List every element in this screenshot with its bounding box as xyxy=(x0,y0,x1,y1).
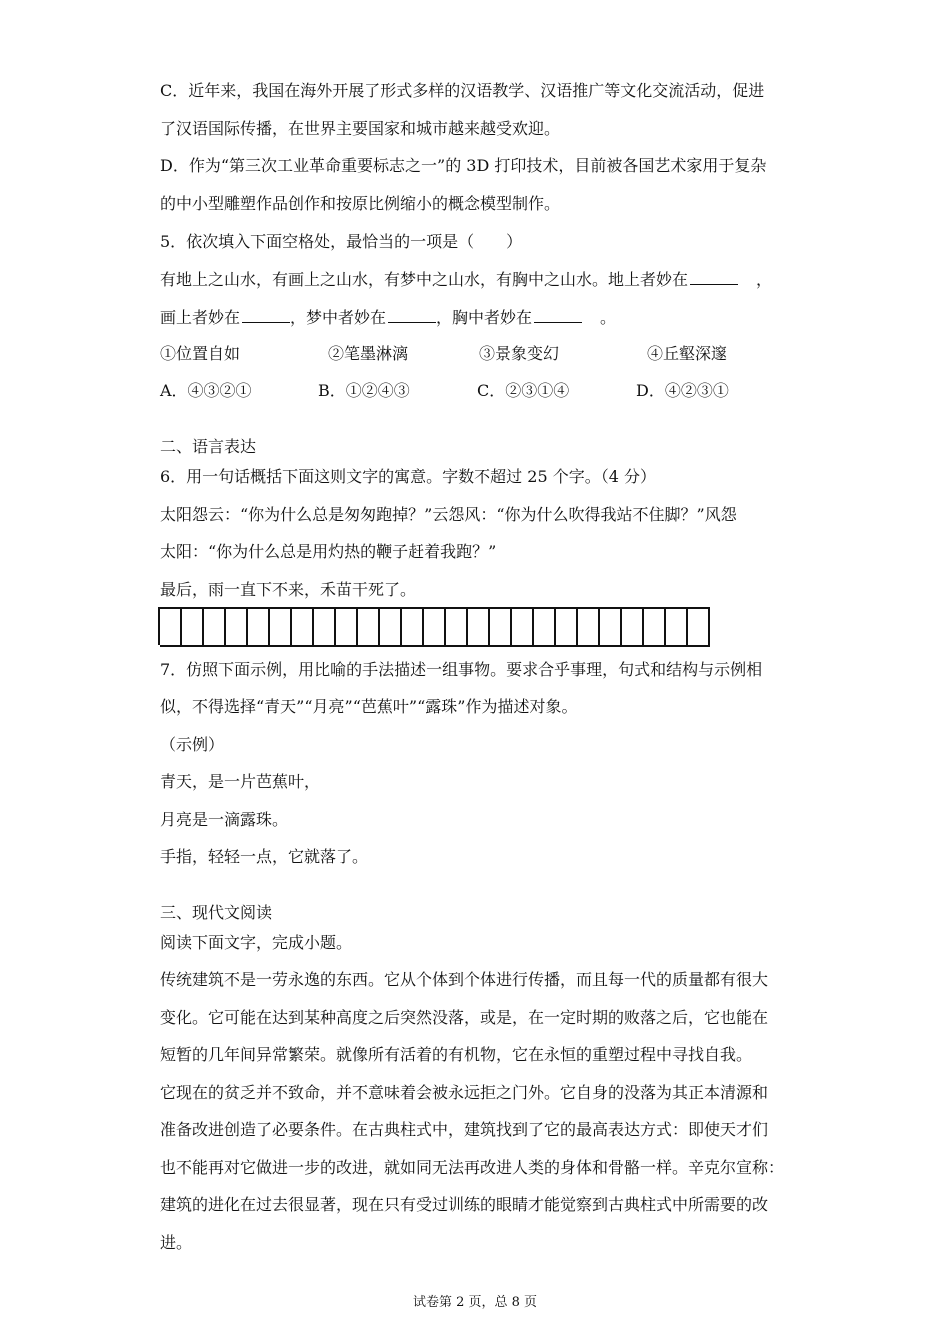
answer-cell[interactable] xyxy=(402,607,424,647)
answer-cell[interactable] xyxy=(182,607,204,647)
para1-line2: 变化。它可能在达到某种高度之后突然没落，或是，在一定时期的败落之后，它也能在 xyxy=(160,1008,769,1027)
answer-cell[interactable] xyxy=(358,607,380,647)
q6-text-line2: 太阳：“你为什么总是用灼热的鞭子赶着我跑？” xyxy=(160,542,497,561)
answer-cell[interactable] xyxy=(380,607,402,647)
q7-example-label: （示例） xyxy=(160,735,225,754)
q5-text-line1-a: 有地上之山水，有画上之山水，有梦中之山水，有胸中之山水。地上者妙在 xyxy=(160,270,689,289)
q7-example-line1: 青天，是一片芭蕉叶， xyxy=(160,772,321,791)
q5-answer-d[interactable]: D．④②③① xyxy=(636,381,729,400)
para2-line1: 它现在的贫乏并不致命，并不意味着会被永远拒之门外。它自身的没落为其正本清源和 xyxy=(160,1083,769,1102)
answer-cell[interactable] xyxy=(226,607,248,647)
q4-option-c-line2: 了汉语国际传播，在世界主要国家和城市越来越受欢迎。 xyxy=(160,119,561,138)
answer-cell[interactable] xyxy=(600,607,622,647)
q5-text-line1 xyxy=(160,268,772,291)
para2-line3: 也不能再对它做进一步的改进，就如同无法再改进人类的身体和骨骼一样。辛克尔宣称： xyxy=(160,1158,785,1177)
para2-line5: 进。 xyxy=(160,1233,193,1252)
q5-answer-b[interactable]: B．①②④③ xyxy=(318,381,410,400)
answer-cell[interactable] xyxy=(424,607,446,647)
q5-text-line2-c: ，胸中者妙在 xyxy=(436,308,533,327)
answer-cell[interactable] xyxy=(644,607,666,647)
q5-answer-c[interactable]: C．②③①④ xyxy=(477,381,570,400)
section2-title: 二、语言表达 xyxy=(160,437,257,456)
q5-stem: 5．依次填入下面空格处，最恰当的一项是（ ） xyxy=(160,232,523,251)
section3-title: 三、现代文阅读 xyxy=(160,903,273,922)
q6-answer-grid[interactable] xyxy=(158,607,710,645)
q4-option-d-line1: D．作为“第三次工业革命重要标志之一”的 3D 打印技术，目前被各国艺术家用于复杂 xyxy=(160,156,767,175)
para1-line3: 短暂的几年间异常繁荣。就像所有活着的有机物，它在永恒的重塑过程中寻找自我。 xyxy=(160,1045,753,1064)
blank-1[interactable] xyxy=(690,268,738,285)
q7-example-line2: 月亮是一滴露珠。 xyxy=(160,810,289,829)
q5-text-line1-end: ， xyxy=(756,270,773,289)
q5-text-line2-end: 。 xyxy=(600,308,617,327)
q4-option-d-line2: 的中小型雕塑作品创作和按原比例缩小的概念模型制作。 xyxy=(160,194,561,213)
q6-stem: 6．用一句话概括下面这则文字的寓意。字数不超过 25 个字。（4 分） xyxy=(160,467,656,486)
page-footer: 试卷第 2 页，总 8 页 xyxy=(412,1295,538,1310)
blank-2[interactable] xyxy=(242,306,290,323)
q4-option-c-line1: C．近年来，我国在海外开展了形式多样的汉语教学、汉语推广等文化交流活动，促进 xyxy=(160,81,765,100)
para1-line1: 传统建筑不是一劳永逸的东西。它从个体到个体进行传播，而且每一代的质量都有很大 xyxy=(160,970,769,989)
blank-3[interactable] xyxy=(388,306,436,323)
answer-cell[interactable] xyxy=(468,607,490,647)
answer-cell[interactable] xyxy=(336,607,358,647)
answer-cell[interactable] xyxy=(512,607,534,647)
para2-line4: 建筑的进化在过去很显著，现在只有受过训练的眼睛才能觉察到古典柱式中所需要的改 xyxy=(160,1195,769,1214)
answer-cell[interactable] xyxy=(556,607,578,647)
q5-item-1: ①位置自如 xyxy=(160,344,241,363)
answer-cell[interactable] xyxy=(314,607,336,647)
q5-item-3: ③景象变幻 xyxy=(479,344,560,363)
section3-instruction: 阅读下面文字，完成小题。 xyxy=(160,933,353,952)
answer-cell[interactable] xyxy=(160,607,182,647)
q7-stem-line2: 似，不得选择“青天”“月亮”“芭蕉叶”“露珠”作为描述对象。 xyxy=(160,697,578,716)
answer-cell[interactable] xyxy=(446,607,468,647)
q5-item-2: ②笔墨淋漓 xyxy=(328,344,409,363)
q6-text-line1: 太阳怨云：“你为什么总是匆匆跑掉？”云怨风：“你为什么吹得我站不住脚？”风怨 xyxy=(160,505,737,524)
q5-item-4: ④丘壑深邃 xyxy=(647,344,728,363)
answer-cell[interactable] xyxy=(270,607,292,647)
answer-cell[interactable] xyxy=(666,607,688,647)
q6-text-line3: 最后，雨一直下不来，禾苗干死了。 xyxy=(160,580,417,599)
q5-text-line2-b: ，梦中者妙在 xyxy=(290,308,387,327)
q5-text-line2 xyxy=(160,306,616,329)
q5-answer-a[interactable]: A．④③②① xyxy=(160,381,252,400)
blank-4[interactable] xyxy=(534,306,582,323)
answer-cell[interactable] xyxy=(490,607,512,647)
answer-cell[interactable] xyxy=(292,607,314,647)
q5-text-line2-a: 画上者妙在 xyxy=(160,308,241,327)
para2-line2: 准备改进创造了必要条件。在古典柱式中，建筑找到了它的最高表达方式：即使天才们 xyxy=(160,1120,769,1139)
answer-cell[interactable] xyxy=(248,607,270,647)
q7-stem-line1: 7．仿照下面示例，用比喻的手法描述一组事物。要求合乎事理，句式和结构与示例相 xyxy=(160,660,763,679)
answer-cell[interactable] xyxy=(578,607,600,647)
answer-cell[interactable] xyxy=(688,607,710,647)
answer-cell[interactable] xyxy=(622,607,644,647)
q7-example-line3: 手指，轻轻一点，它就落了。 xyxy=(160,847,369,866)
answer-cell[interactable] xyxy=(534,607,556,647)
answer-cell[interactable] xyxy=(204,607,226,647)
